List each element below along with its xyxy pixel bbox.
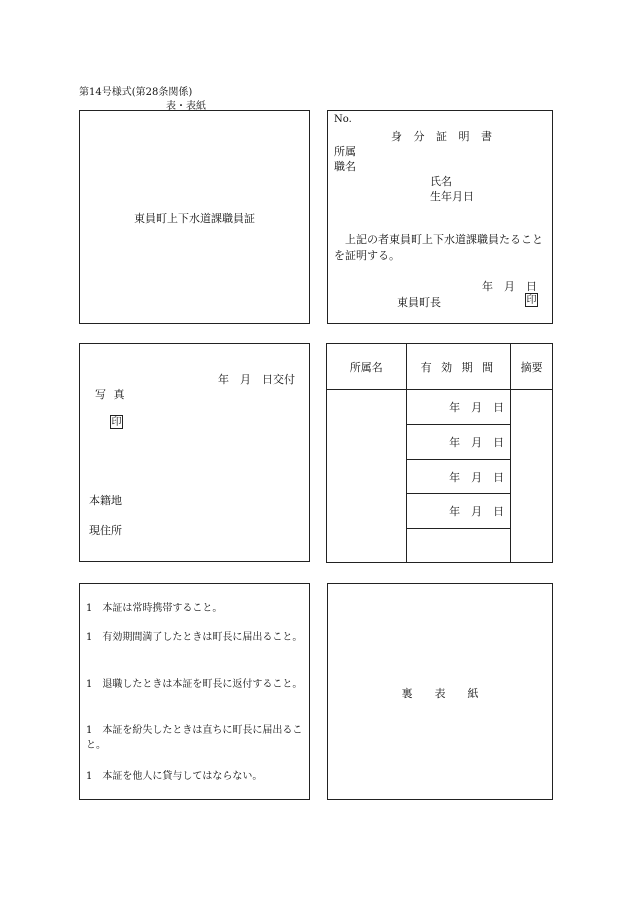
notes-panel <box>79 583 310 800</box>
birthdate-label: 生年月日 <box>430 190 474 203</box>
issuer-label: 東員町長 <box>397 296 441 309</box>
certificate-panel <box>327 110 553 324</box>
address-label: 現住所 <box>89 524 122 537</box>
affiliation-label: 所属 <box>334 145 356 158</box>
note-item: 1 本証を紛失したときは直ちに町長に届出ること。 <box>86 725 303 751</box>
validity-cell: 年 月 日 <box>406 390 511 425</box>
section-label: 表・表紙 <box>166 101 206 112</box>
back-cover-panel <box>327 583 553 800</box>
note-item: 1 有効期間満了したときは町長に届出ること。 <box>86 632 303 643</box>
photo-page-panel <box>79 343 310 562</box>
validity-cell <box>406 529 511 563</box>
affiliation-cell <box>327 390 407 563</box>
certificate-no-label: No. <box>334 114 352 125</box>
photo-label: 写 真 <box>95 388 127 401</box>
issue-date-label: 年 月 日交付 <box>218 373 295 386</box>
certificate-body: 上記の者東員町上下水道課職員たることを証明する。 <box>334 233 543 262</box>
note-item: 1 退職したときは本証を町長に返付すること。 <box>86 679 303 690</box>
domicile-label: 本籍地 <box>89 494 122 507</box>
photo-seal: 印 <box>111 417 122 428</box>
front-cover-panel <box>79 110 310 324</box>
name-label: 氏名 <box>430 175 452 188</box>
registry-header-row <box>327 344 553 390</box>
certificate-date: 年 月 日 <box>482 280 537 293</box>
validity-cell: 年 月 日 <box>406 425 511 460</box>
registry-table <box>326 343 553 563</box>
table-row <box>327 390 553 425</box>
front-cover-title: 東員町上下水道課職員証 <box>134 212 255 225</box>
header-validity: 有 効 期 間 <box>406 344 511 390</box>
note-item: 1 本証を他人に貸与してはならない。 <box>86 771 263 782</box>
position-label: 職名 <box>334 160 356 173</box>
validity-cell: 年 月 日 <box>406 494 511 529</box>
validity-cell: 年 月 日 <box>406 460 511 494</box>
certificate-seal: 印 <box>526 295 537 306</box>
remarks-cell <box>511 390 553 563</box>
note-item: 1 本証は常時携帯すること。 <box>86 603 223 614</box>
back-cover-title: 裏 表 紙 <box>401 687 479 700</box>
header-affiliation: 所属名 <box>327 344 407 390</box>
form-number: 第14号様式(第28条関係) <box>79 87 193 98</box>
certificate-title: 身 分 証 明 書 <box>391 130 496 143</box>
header-remarks: 摘要 <box>511 344 553 390</box>
